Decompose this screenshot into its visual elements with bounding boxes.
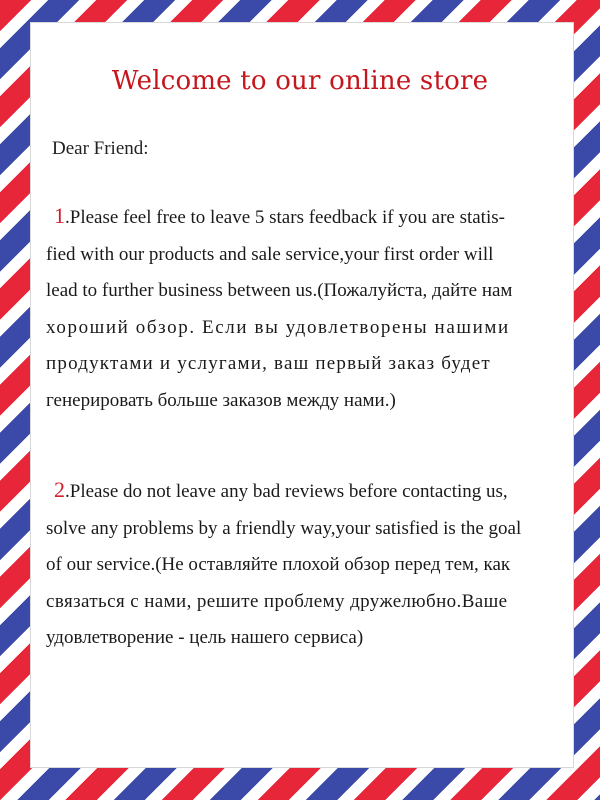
paragraph-1-line-text: .Please feel free to leave 5 stars feedback if you are statis- <box>65 207 505 228</box>
greeting: Dear Friend: <box>52 138 149 159</box>
paragraph-1 <box>46 198 556 419</box>
page-title: Welcome to our online store <box>111 66 489 96</box>
paragraph-1-number: 1 <box>54 203 65 228</box>
paragraph-2-line-text: .Please do not leave any bad reviews before contacting us, <box>65 481 508 502</box>
paragraph-2-line: удовлетворение - цель нашего сервиса) <box>46 627 364 648</box>
paragraph-1-line: fied with our products and sale service,your first order will <box>46 243 494 265</box>
paragraph-2-line: связаться с нами, решите проблему дружелюбно.Ваше <box>46 590 508 612</box>
paragraph-1-line: продуктами и услугами, ваш первый заказ будет <box>46 353 491 374</box>
paragraph-2-line: solve any problems by a friendly way,your satisfied is the goal <box>46 517 522 539</box>
paragraph-1-line: хороший обзор. Если вы удовлетворены нашими <box>46 316 510 338</box>
paragraph-1-line: lead to further business between us.(Пожалуйста, дайте нам <box>46 280 513 301</box>
paragraph-1-line <box>46 198 556 237</box>
paragraph-1-line: генерировать больше заказов между нами.) <box>46 389 396 411</box>
paragraph-2-line <box>46 472 556 511</box>
paragraph-2 <box>46 472 556 657</box>
paragraph-2-line: of our service.(Не оставляйте плохой обзор перед тем, как <box>46 554 511 575</box>
paragraph-2-number: 2 <box>54 477 65 502</box>
